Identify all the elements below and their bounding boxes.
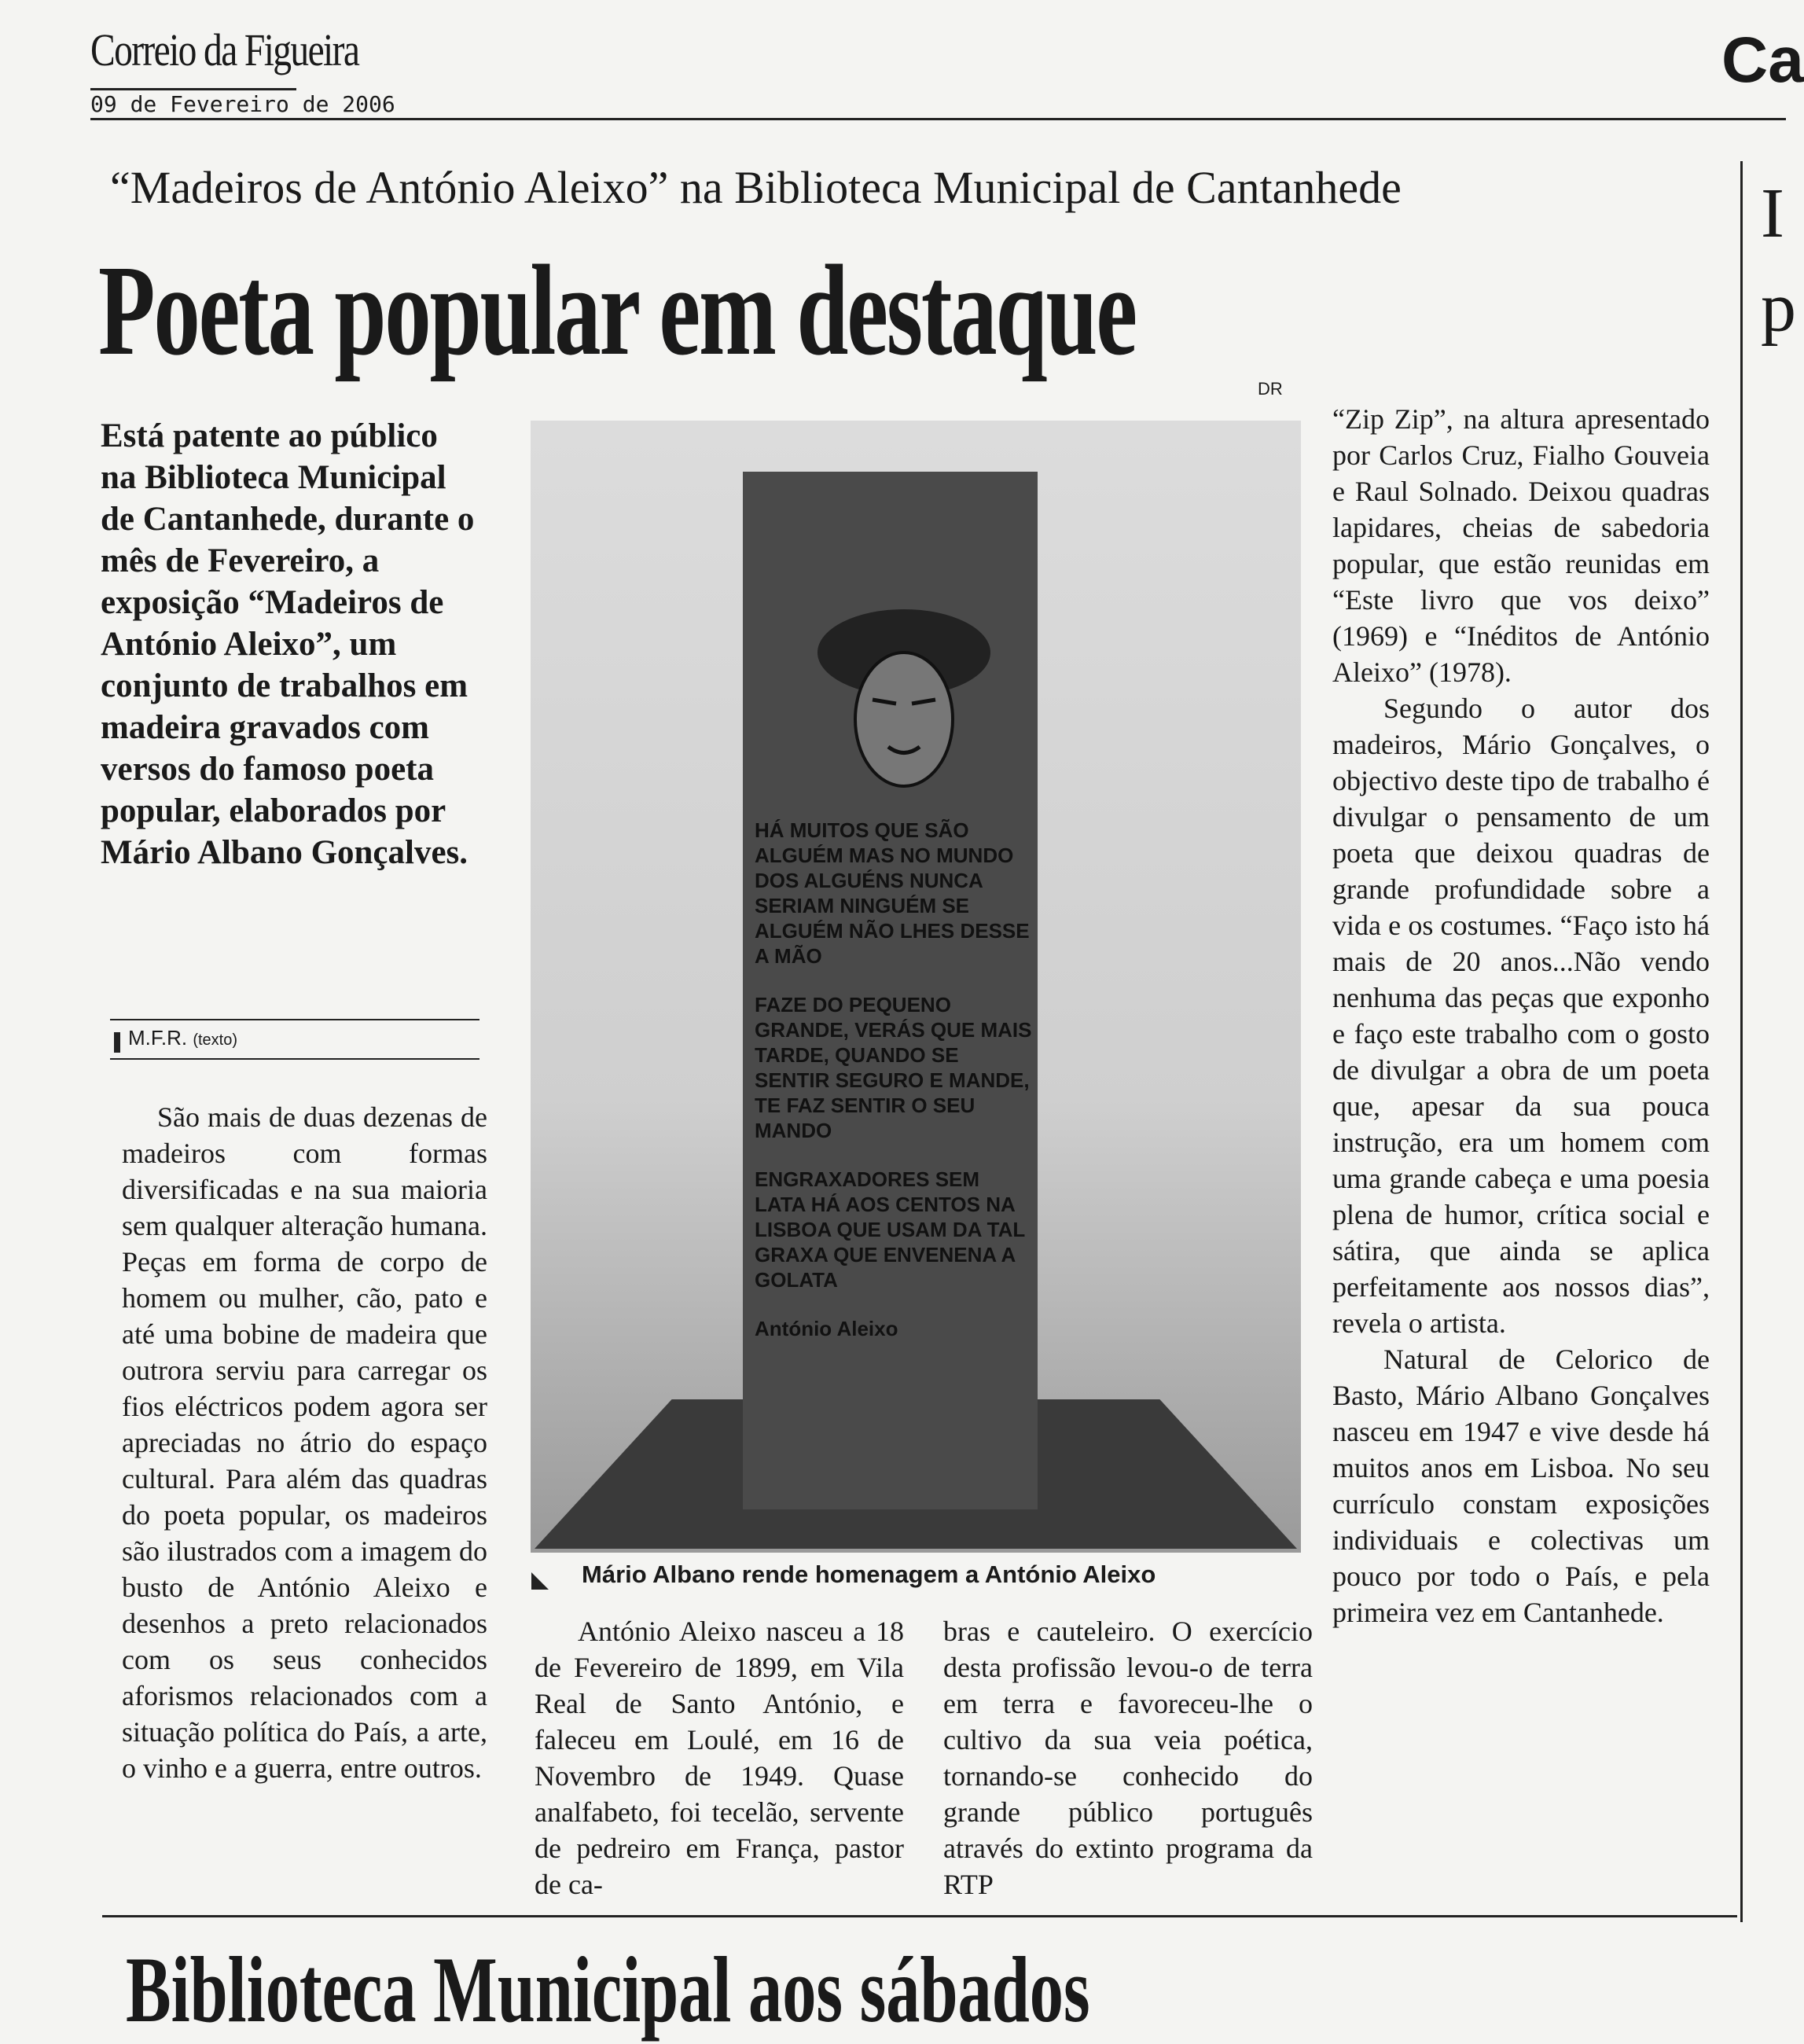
byline-role: (texto) [193, 1031, 238, 1049]
body-column-3: bras e cauteleiro. O exercício desta profissão levou-o de terra em terra e favoreceu-lhe o cultivo da sua veia poética, tornando-se conhecido do grande público português através do extinto programa da RTP [943, 1616, 1313, 1900]
article-headline: Poeta popular em destaque [98, 238, 1136, 382]
header-divider [90, 118, 1786, 120]
body-column-4 [1332, 401, 1710, 1630]
column-divider [1740, 161, 1743, 1922]
article-lead: Está patente ao público na Biblioteca Municipal de Cantanhede, durante o mês de Fevereiro, a exposição “Madeiros de António Aleixo”, um conjunto de trabalhos em madeira gravados com versos do famoso poeta popular, elaborados por Mário Albano Gonçalves. [101, 417, 475, 871]
body-column-4-paragraph-2: Segundo o autor dos madeiros, Mário Gonçalves, o objectivo deste tipo de trabalho é divulgar o pensamento de um poeta que deixou quadras de grande profundidade sobre a vida e os costumes. “Faço isto há mais de 20 anos...Não vendo nenhuma das peças que exponho e faço este trabalho com o gosto de divulgar a obra de um poeta que, apesar da sua pouca instrução, era um homem com uma grande cabeça e uma poesia plena de humor, crítica social e sátira, que ainda se aplica perfeitamente aos nossos dias”, revela o artista. [1332, 693, 1710, 1339]
next-article-headline: Biblioteca Municipal aos sábados [126, 1937, 1090, 2042]
photo-credit: DR [1258, 379, 1283, 399]
engraved-verses [755, 818, 1034, 1341]
masthead-underline [90, 88, 296, 90]
body-column-2: António Aleixo nasceu a 18 de Fevereiro de 1899, em Vila Real de Santo António, e faleceu em Loulé, em 16 de Novembro de 1949. Quase analfabeto, foi tecelão, servente de pedreiro em França, pastor de ca- [535, 1616, 904, 1900]
article-bottom-divider [102, 1915, 1737, 1917]
verse-stanza-3: ENGRAXADORES SEM LATA HÁ AOS CENTOS NA LISBOA QUE USAM DA TAL GRAXA QUE ENVENENA A GOLATA [755, 1167, 1025, 1292]
body-column-4-paragraph-1: “Zip Zip”, na altura apresentado por Carlos Cruz, Fialho Gouveia e Raul Solnado. Deixou quadras lapidares, cheias de sabedoria popular, que estão reunidas em “Este livro que vos deixo” (1969) e “Inéditos de António Aleixo” (1978). [1332, 403, 1710, 688]
body-column-4-paragraph-3: Natural de Celorico de Basto, Mário Albano Gonçalves nasceu em 1947 e vive desde há muitos anos em Lisboa. No seu currículo constam exposições individuais e colectivas um pouco por todo o País, e pela primeira vez em Cantanhede. [1332, 1344, 1710, 1628]
poet-portrait-drawing [794, 582, 998, 818]
publication-date: 09 de Fevereiro de 2006 [90, 91, 395, 117]
article-kicker: “Madeiros de António Aleixo” na Biblioteca Municipal de Cantanhede [110, 162, 1402, 213]
adjacent-page-fragment: Ca [1721, 24, 1804, 96]
verse-signature: António Aleixo [755, 1317, 898, 1340]
caption-triangle-icon [531, 1572, 549, 1590]
photo-caption: Mário Albano rende homenagem a António Aleixo [582, 1561, 1156, 1588]
verse-stanza-1: HÁ MUITOS QUE SÃO ALGUÉM MAS NO MUNDO DOS ALGUÉNS NUNCA SERIAM NINGUÉM SE ALGUÉM NÃO LHES DESSE A MÃO [755, 818, 1030, 968]
adjacent-column-fragment-1: I [1761, 175, 1784, 252]
byline-marker [114, 1032, 120, 1053]
body-column-1: São mais de duas dezenas de madeiros com formas diversificadas e na sua maioria sem qualquer alteração humana. Peças em forma de corpo de homem ou mulher, cão, pato e até uma bobine de madeira que outrora serviu para carregar os fios eléctricos podem agora ser apreciadas no átrio do espaço cultural. Para além das quadras do poeta popular, os madeiros são ilustrados com a imagem do busto de António Aleixo e desenhos a preto relacionados com os seus conhecidos aforismos relacionados com a situação política do País, a arte, o vinho e a guerra, entre outros. [122, 1101, 487, 1784]
byline [128, 1026, 237, 1050]
adjacent-column-fragment-2: p [1761, 269, 1796, 347]
newspaper-masthead: Correio da Figueira [90, 24, 359, 75]
byline-author: M.F.R. [128, 1026, 188, 1050]
verse-stanza-2: FAZE DO PEQUENO GRANDE, VERÁS QUE MAIS TARDE, QUANDO SE SENTIR SEGURO E MANDE, TE FAZ SENTIR O SEU MANDO [755, 993, 1032, 1142]
